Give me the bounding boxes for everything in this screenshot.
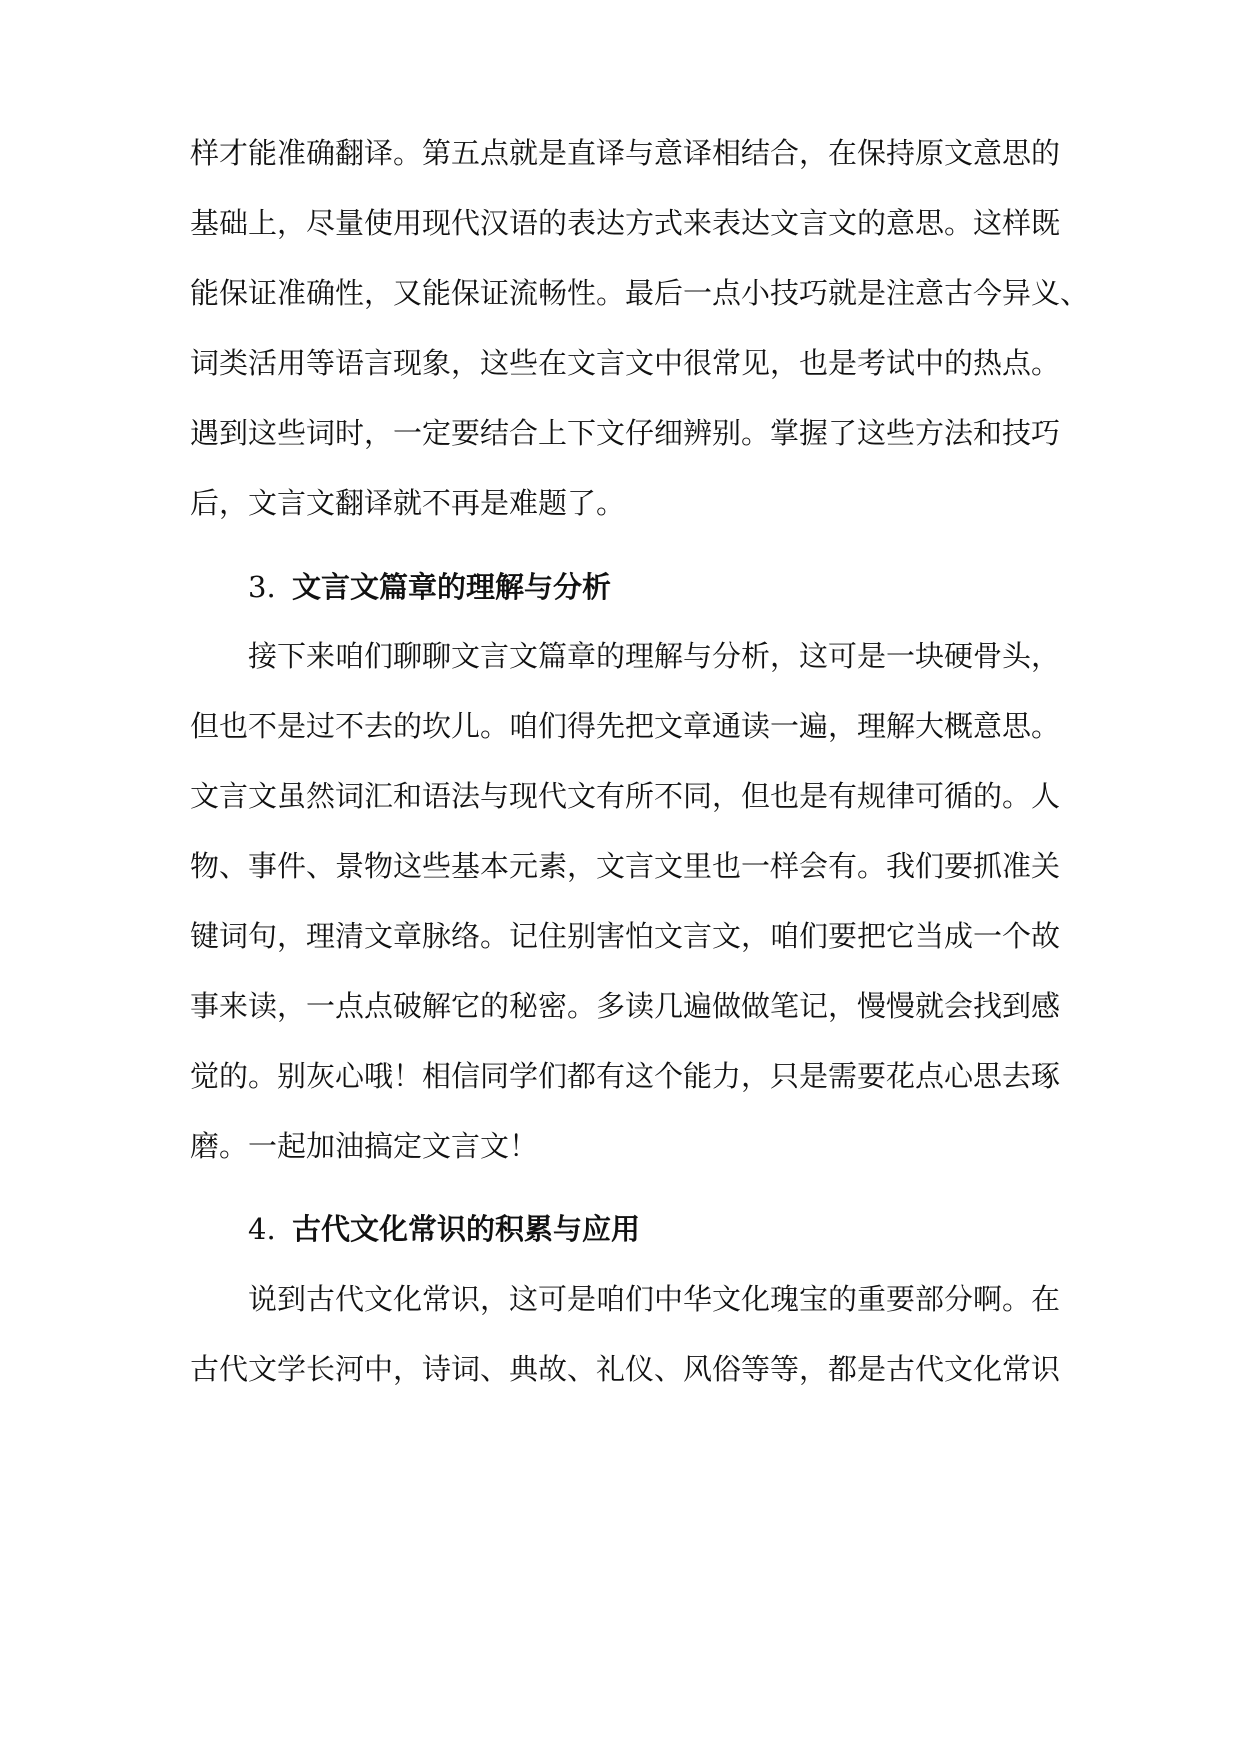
paragraph-line: 能保证准确性，又能保证流畅性。最后一点小技巧就是注意古今异义、 [190,276,1090,310]
paragraph-line: 词类活用等语言现象，这些在文言文中很常见，也是考试中的热点。 [190,346,1061,380]
paragraph-line: 遇到这些词时，一定要结合上下文仔细辨别。掌握了这些方法和技巧 [190,416,1061,450]
section-title: 古代文化常识的积累与应用 [292,1212,641,1246]
paragraph-line: 事来读，一点点破解它的秘密。多读几遍做做笔记，慢慢就会找到感 [190,989,1061,1023]
section-number: 3. [248,570,276,604]
section-heading-4 [248,1207,640,1251]
section-number: 4. [248,1212,276,1246]
section-heading-3 [248,565,611,609]
paragraph-line: 但也不是过不去的坎儿。咱们得先把文章通读一遍，理解大概意思。 [190,709,1061,743]
paragraph-line: 磨。一起加油搞定文言文！ [190,1129,539,1163]
paragraph-line: 基础上，尽量使用现代汉语的表达方式来表达文言文的意思。这样既 [190,206,1061,240]
paragraph-line: 键词句，理清文章脉络。记住别害怕文言文，咱们要把它当成一个故 [190,919,1061,953]
paragraph-line: 后，文言文翻译就不再是难题了。 [190,486,626,520]
paragraph-line: 样才能准确翻译。第五点就是直译与意译相结合，在保持原文意思的 [190,136,1061,170]
paragraph-line: 觉的。别灰心哦！相信同学们都有这个能力，只是需要花点心思去琢 [190,1059,1061,1093]
paragraph-line: 文言文虽然词汇和语法与现代文有所不同，但也是有规律可循的。人 [190,779,1061,813]
paragraph-line: 物、事件、景物这些基本元素，文言文里也一样会有。我们要抓准关 [190,849,1061,883]
paragraph-line: 接下来咱们聊聊文言文篇章的理解与分析，这可是一块硬骨头， [248,639,1061,673]
paragraph-line: 古代文学长河中，诗词、典故、礼仪、风俗等等，都是古代文化常识 [190,1352,1061,1386]
paragraph-line: 说到古代文化常识，这可是咱们中华文化瑰宝的重要部分啊。在 [248,1282,1061,1316]
section-title: 文言文篇章的理解与分析 [292,570,612,604]
